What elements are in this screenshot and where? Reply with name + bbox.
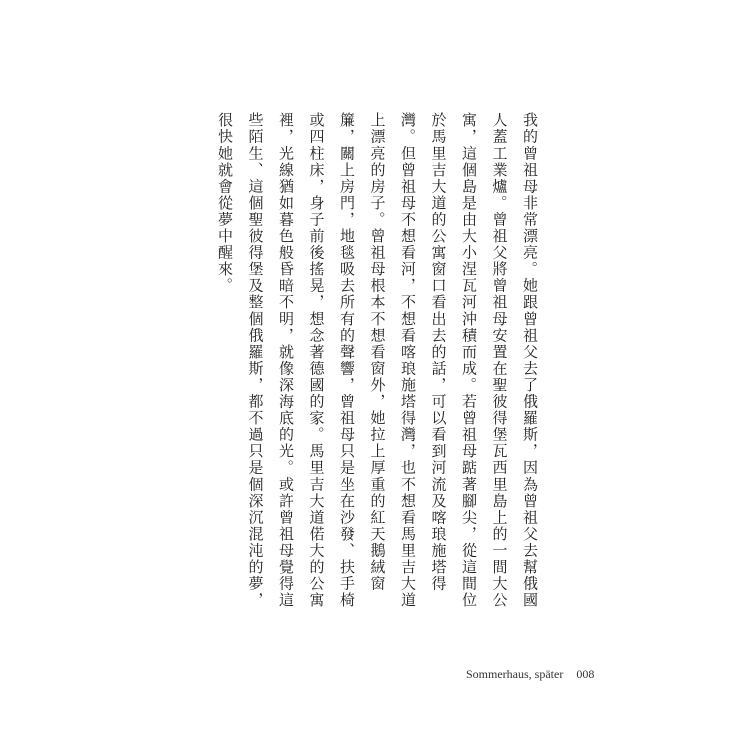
page-number: 008: [576, 667, 595, 681]
paragraph: 我的曾祖母非常漂亮。她跟曾祖父去了俄羅斯，因為曾祖父去幫俄國人蓋工業爐。曾祖父將曾祖母安置在聖彼得堡瓦西里島上的一間大公寓，這個島是由大小涅瓦河沖積而成。若曾祖母踮著腳尖，從這間位於馬里吉大道的公寓窗口看出去的話，可以看到河流及喀琅施塔得灣。但曾祖母不想看河，不想看喀琅施塔得灣，也不想看馬里吉大道上漂亮的房子。曾祖母根本不想看窗外，她拉上厚重的紅天鵝絨窗簾，關上房門，地毯吸去所有的聲響，曾祖母只是坐在沙發、扶手椅或四柱床，身子前後搖晃，想念著德國的家。馬里吉大道偌大的公寓裡，光線猶如暮色般昏暗不明，就像深海底的光。或許曾祖母覺得這些陌生、這個聖彼得堡及整個俄羅斯，都不過只是個深沉混沌的夢，很快她就會從夢中醒來。: [216, 112, 539, 609]
running-title: Sommerhaus, später: [466, 667, 564, 681]
page-footer: [466, 667, 594, 682]
vertical-body-text: [210, 112, 546, 612]
